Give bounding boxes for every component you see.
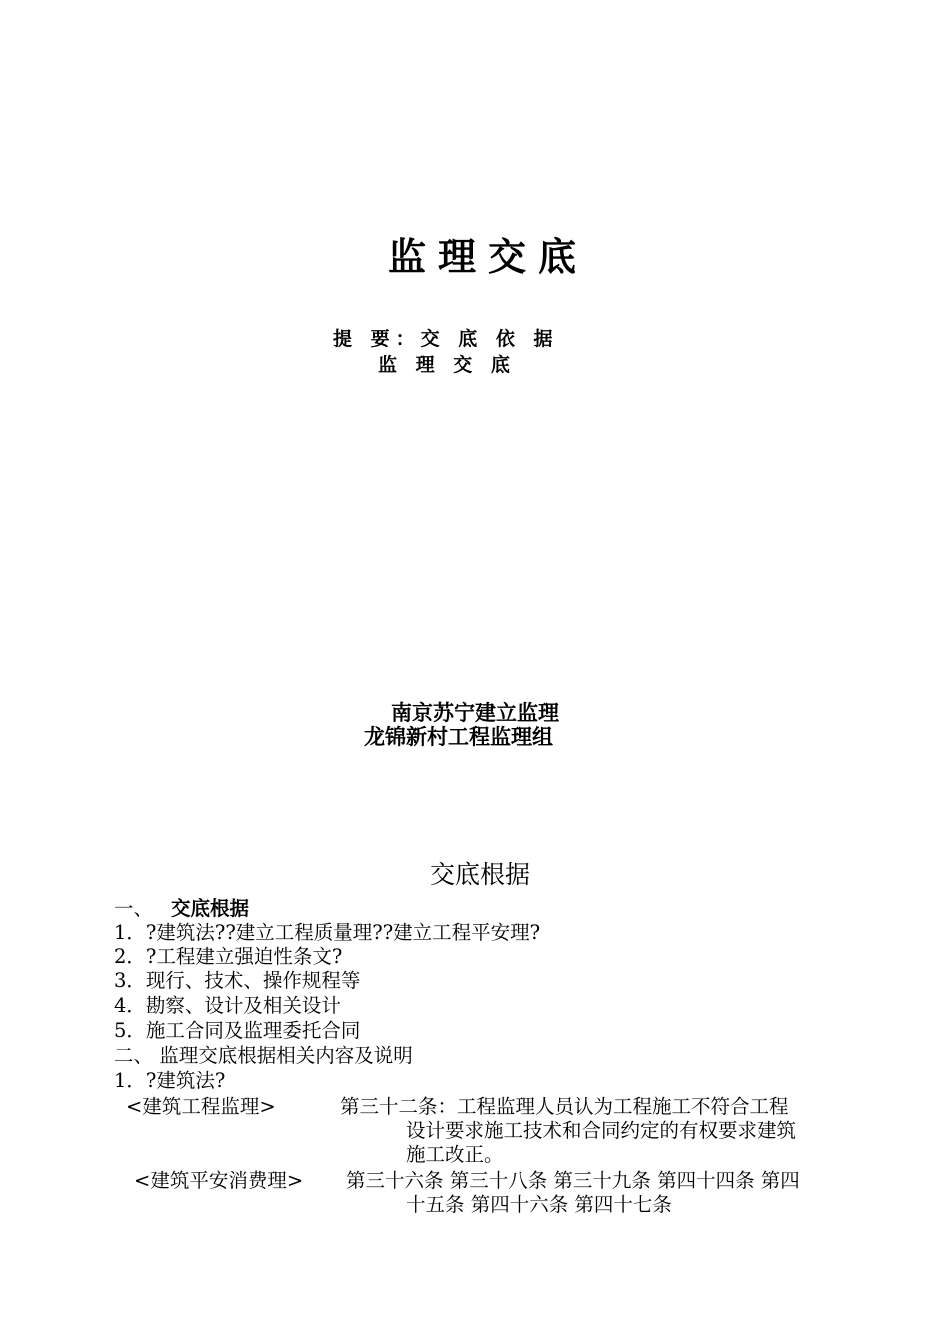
project-team-name: 龙锦新村工程监理组 [364,725,553,749]
list-item: 4．勘察、设计及相关设计 [114,994,341,1017]
document-title: 监理交底 [388,235,589,279]
entry-2-label: <建筑平安消费理> [134,1169,304,1192]
part-2-heading: 二、 监理交底根据相关内容及说明 [114,1044,413,1067]
list-item: 5．施工合同及监理委托合同 [114,1019,361,1042]
part-1-number: 一、 [114,897,154,920]
list-item: 1．?建筑法??建立工程质量理??建立工程平安理? [114,921,541,944]
section-heading: 交底根据 [430,860,531,889]
organization-name: 南京苏宁建立监理 [391,701,559,725]
list-item: 2．?工程建立强迫性条文? [114,945,343,968]
entry-2-text: 第三十六条 第三十八条 第三十九条 第四十四条 第四 [346,1169,800,1192]
entry-1-text: 施工改正。 [406,1143,504,1166]
abstract-line-1: 提 要：交 底 依 据 [333,328,559,350]
entry-1-text: 第三十二条：工程监理人员认为工程施工不符合工程 [340,1095,789,1118]
entry-1-text: 设计要求施工技术和合同约定的有权要求建筑 [406,1119,797,1142]
abstract-line-2: 监 理 交 底 [378,354,516,376]
subsection-title: 1．?建筑法? [114,1069,226,1092]
entry-1-label: <建筑工程监理> [126,1095,276,1118]
part-1-title: 交底根据 [171,897,250,920]
list-item: 3．现行、技术、操作规程等 [114,969,361,992]
entry-2-text: 十五条 第四十六条 第四十七条 [406,1193,672,1216]
